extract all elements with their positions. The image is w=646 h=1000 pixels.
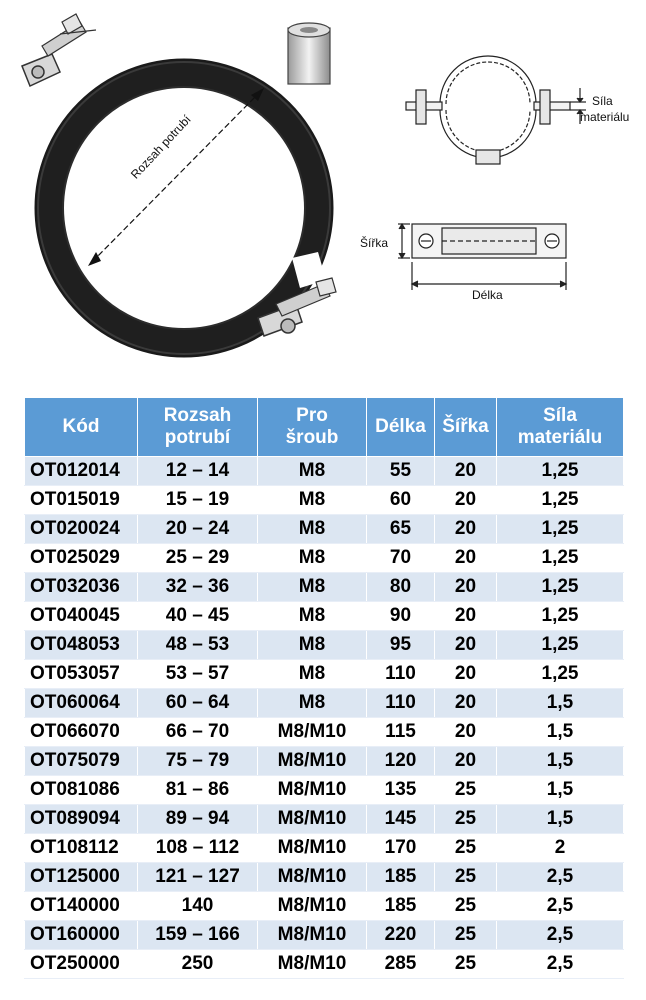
- cell-length: 220: [367, 921, 435, 950]
- table-row: [25, 863, 624, 892]
- cell-range: 159 – 166: [138, 921, 258, 950]
- cell-thickness: 1,25: [497, 457, 624, 486]
- table-row: [25, 718, 624, 747]
- cell-code: OT108112: [25, 834, 138, 863]
- cell-screw: M8: [258, 573, 367, 602]
- cell-screw: M8/M10: [258, 718, 367, 747]
- cell-screw: M8: [258, 660, 367, 689]
- table-row: [25, 834, 624, 863]
- table-row: [25, 457, 624, 486]
- cell-width: 20: [435, 689, 497, 718]
- cell-code: OT032036: [25, 573, 138, 602]
- width-label: Šířka: [360, 236, 389, 250]
- cell-width: 25: [435, 892, 497, 921]
- cell-range: 15 – 19: [138, 486, 258, 515]
- cell-range: 89 – 94: [138, 805, 258, 834]
- cell-range: 40 – 45: [138, 602, 258, 631]
- table-row: [25, 544, 624, 573]
- cell-code: OT025029: [25, 544, 138, 573]
- cell-screw: M8: [258, 486, 367, 515]
- cell-range: 32 – 36: [138, 573, 258, 602]
- table-row: [25, 747, 624, 776]
- cell-thickness: 1,25: [497, 515, 624, 544]
- cell-length: 285: [367, 950, 435, 979]
- cell-length: 115: [367, 718, 435, 747]
- cell-length: 70: [367, 544, 435, 573]
- table-row: [25, 631, 624, 660]
- cell-range: 66 – 70: [138, 718, 258, 747]
- cell-range: 108 – 112: [138, 834, 258, 863]
- cell-screw: M8: [258, 457, 367, 486]
- cell-thickness: 1,25: [497, 544, 624, 573]
- table-row: [25, 515, 624, 544]
- cell-screw: M8/M10: [258, 747, 367, 776]
- cell-length: 185: [367, 892, 435, 921]
- cell-thickness: 2: [497, 834, 624, 863]
- cell-range: 60 – 64: [138, 689, 258, 718]
- cell-code: OT089094: [25, 805, 138, 834]
- col-header-screw: Pro šroub: [258, 398, 367, 457]
- cell-thickness: 1,25: [497, 631, 624, 660]
- table-row: [25, 892, 624, 921]
- cell-code: OT048053: [25, 631, 138, 660]
- cell-code: OT066070: [25, 718, 138, 747]
- table-row: [25, 573, 624, 602]
- cell-range: 250: [138, 950, 258, 979]
- cell-thickness: 1,25: [497, 660, 624, 689]
- spec-table: [24, 397, 624, 979]
- table-row: [25, 689, 624, 718]
- cell-thickness: 2,5: [497, 921, 624, 950]
- cell-length: 110: [367, 689, 435, 718]
- cell-length: 60: [367, 486, 435, 515]
- cell-code: OT075079: [25, 747, 138, 776]
- cell-length: 90: [367, 602, 435, 631]
- cell-width: 20: [435, 747, 497, 776]
- cell-width: 20: [435, 718, 497, 747]
- cell-thickness: 1,25: [497, 486, 624, 515]
- cell-width: 25: [435, 776, 497, 805]
- cell-width: 25: [435, 805, 497, 834]
- cell-thickness: 1,5: [497, 805, 624, 834]
- length-label: Délka: [472, 288, 503, 302]
- cell-thickness: 1,25: [497, 602, 624, 631]
- cell-code: OT081086: [25, 776, 138, 805]
- table-row: [25, 660, 624, 689]
- cell-code: OT250000: [25, 950, 138, 979]
- cell-length: 120: [367, 747, 435, 776]
- col-header-range: Rozsah potrubí: [138, 398, 258, 457]
- cell-range: 53 – 57: [138, 660, 258, 689]
- cell-length: 80: [367, 573, 435, 602]
- table-row: [25, 805, 624, 834]
- cell-width: 20: [435, 602, 497, 631]
- cell-length: 55: [367, 457, 435, 486]
- cell-thickness: 2,5: [497, 863, 624, 892]
- table-row: [25, 602, 624, 631]
- cell-code: OT060064: [25, 689, 138, 718]
- cell-width: 20: [435, 544, 497, 573]
- cell-screw: M8: [258, 602, 367, 631]
- cell-screw: M8/M10: [258, 805, 367, 834]
- clamp-top-view: [398, 224, 566, 290]
- cell-width: 25: [435, 950, 497, 979]
- pipe-range-label: Rozsah potrubí: [128, 112, 194, 182]
- cell-screw: M8: [258, 544, 367, 573]
- cell-code: OT160000: [25, 921, 138, 950]
- cell-screw: M8/M10: [258, 834, 367, 863]
- table-header-row: [25, 398, 624, 457]
- cell-width: 20: [435, 457, 497, 486]
- technical-drawings: [0, 0, 646, 392]
- col-header-length: Délka: [367, 398, 435, 457]
- product-figure: [0, 0, 646, 392]
- cell-length: 145: [367, 805, 435, 834]
- cell-length: 65: [367, 515, 435, 544]
- cell-screw: M8/M10: [258, 950, 367, 979]
- cell-code: OT053057: [25, 660, 138, 689]
- cell-code: OT125000: [25, 863, 138, 892]
- cell-length: 170: [367, 834, 435, 863]
- material-label-2: materiálu: [580, 110, 630, 124]
- cell-range: 140: [138, 892, 258, 921]
- cell-length: 95: [367, 631, 435, 660]
- cell-code: OT140000: [25, 892, 138, 921]
- cell-range: 48 – 53: [138, 631, 258, 660]
- cell-screw: M8: [258, 631, 367, 660]
- cell-range: 121 – 127: [138, 863, 258, 892]
- cell-code: OT012014: [25, 457, 138, 486]
- cell-range: 81 – 86: [138, 776, 258, 805]
- cell-code: OT020024: [25, 515, 138, 544]
- cell-width: 25: [435, 921, 497, 950]
- table-row: [25, 776, 624, 805]
- cell-width: 20: [435, 631, 497, 660]
- cell-thickness: 1,5: [497, 689, 624, 718]
- material-label-1: Síla: [592, 94, 613, 108]
- cell-screw: M8: [258, 689, 367, 718]
- cell-length: 135: [367, 776, 435, 805]
- cell-screw: M8/M10: [258, 776, 367, 805]
- cell-thickness: 1,5: [497, 718, 624, 747]
- cell-thickness: 2,5: [497, 950, 624, 979]
- cell-thickness: 1,5: [497, 776, 624, 805]
- cell-screw: M8/M10: [258, 863, 367, 892]
- cell-range: 12 – 14: [138, 457, 258, 486]
- cell-width: 25: [435, 863, 497, 892]
- cell-thickness: 1,25: [497, 573, 624, 602]
- cell-width: 20: [435, 573, 497, 602]
- col-header-width: Šířka: [435, 398, 497, 457]
- cell-width: 25: [435, 834, 497, 863]
- cell-code: OT015019: [25, 486, 138, 515]
- cell-width: 20: [435, 660, 497, 689]
- table-row: [25, 486, 624, 515]
- col-header-thickness: Síla materiálu: [497, 398, 624, 457]
- cell-range: 75 – 79: [138, 747, 258, 776]
- clamp-front-view: [406, 56, 586, 164]
- cell-width: 20: [435, 486, 497, 515]
- cell-length: 185: [367, 863, 435, 892]
- cell-range: 20 – 24: [138, 515, 258, 544]
- cell-code: OT040045: [25, 602, 138, 631]
- cell-screw: M8/M10: [258, 892, 367, 921]
- cell-screw: M8: [258, 515, 367, 544]
- cell-screw: M8/M10: [258, 921, 367, 950]
- table-row: [25, 921, 624, 950]
- cell-range: 25 – 29: [138, 544, 258, 573]
- table-row: [25, 950, 624, 979]
- cell-length: 110: [367, 660, 435, 689]
- cell-width: 20: [435, 515, 497, 544]
- cell-thickness: 2,5: [497, 892, 624, 921]
- cell-thickness: 1,5: [497, 747, 624, 776]
- col-header-code: Kód: [25, 398, 138, 457]
